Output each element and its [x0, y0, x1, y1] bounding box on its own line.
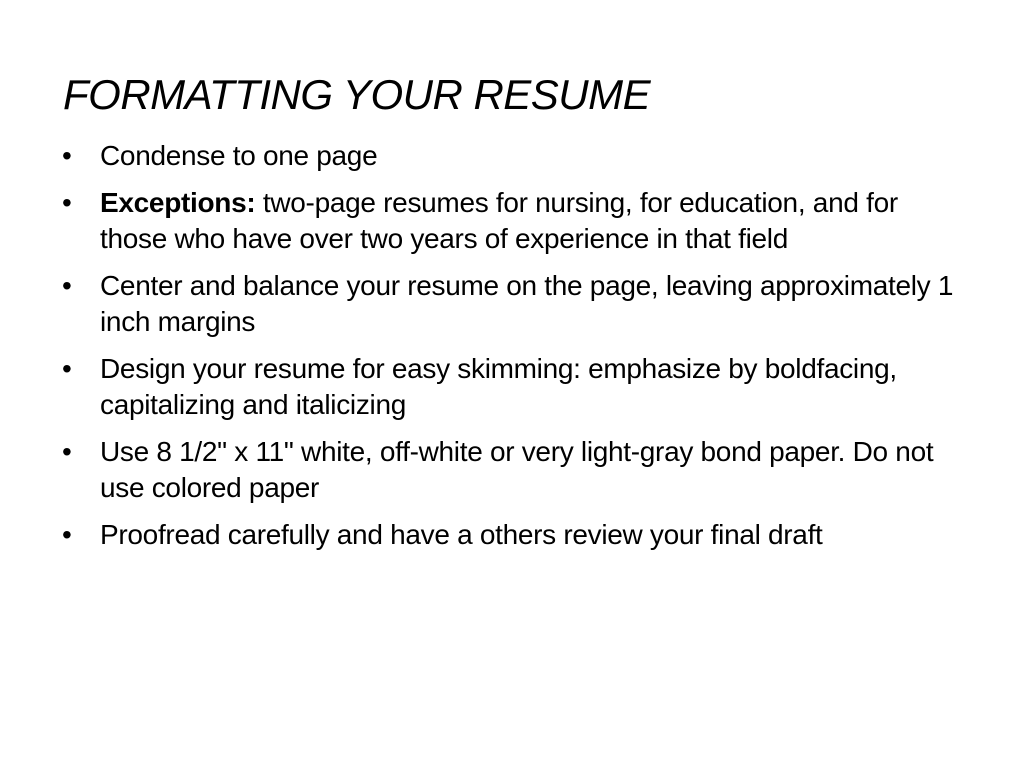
bullet-text: Use 8 1/2" x 11" white, off-white or very light-gray bond paper. Do not use colored paper — [100, 436, 934, 503]
bullet-text: Center and balance your resume on the page, leaving approximately 1 inch margins — [100, 270, 954, 337]
bullet-text: Proofread carefully and have a others review your final draft — [100, 519, 823, 550]
bullet-icon: • — [62, 140, 72, 171]
list-item — [62, 434, 962, 506]
bullet-emphasis: Exceptions: — [100, 187, 256, 218]
bullet-text: Design your resume for easy skimming: emphasize by boldfacing, capitalizing and italicizing — [100, 353, 897, 420]
bullet-text: Condense to one page — [100, 140, 378, 171]
bullet-icon: • — [62, 353, 72, 384]
list-item — [62, 517, 962, 553]
bullet-text: two-page resumes for nursing, for education, and for those who have over two years of experience in that field — [100, 187, 898, 254]
slide-title: FORMATTING YOUR RESUME — [63, 71, 651, 118]
bullet-list — [62, 138, 962, 564]
list-item — [62, 138, 962, 174]
bullet-icon: • — [62, 436, 72, 467]
bullet-icon: • — [62, 519, 72, 550]
list-item — [62, 268, 962, 340]
list-item — [62, 185, 962, 257]
bullet-icon: • — [62, 187, 72, 218]
bullet-icon: • — [62, 270, 72, 301]
list-item — [62, 351, 962, 423]
